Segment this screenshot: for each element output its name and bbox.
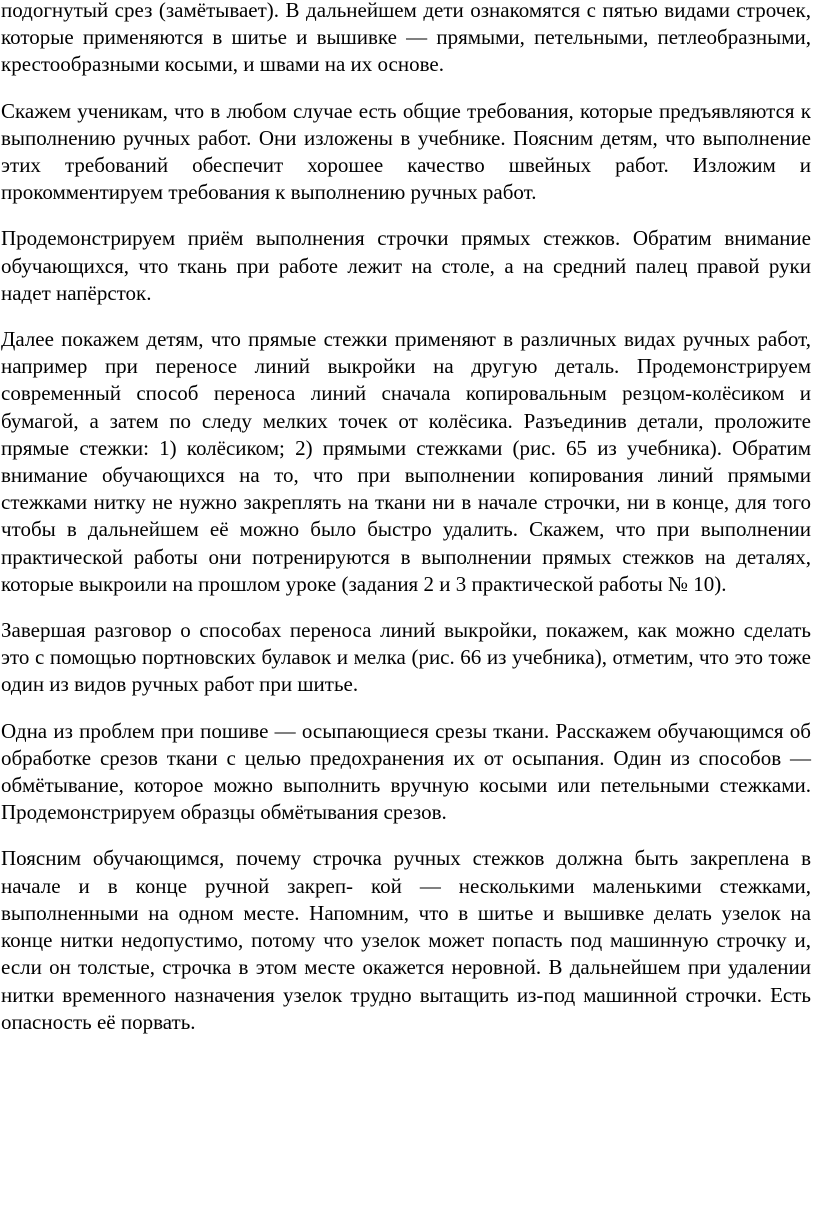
paragraph-transfer-lines: Далее покажем детям, что прямые стежки применяют в различных видах ручных работ, например при переносе линий выкройки на другую деталь. Продемонстрируем современный способ переноса линий сначала копировальным резцом-колёсиком и бумагой, а затем по следу мелких точек от колёсика. Разъединив детали, проложите прямые стежки: 1) колёсиком; 2) прямыми стежками (рис. 65 из учебника). Обратим внимание обучающихся на то, что при выполнении копирования линий прямыми стежками нитку не нужно закреплять на ткани ни в начале строчки, ни в конце, для того чтобы в дальнейшем её можно было быстро удалить. Скажем, что при выполнении практической работы они потренируются в выполнении прямых стежков на деталях, которые выкроили на прошлом уроке (задания 2 и 3 практической работы № 10). [1, 327, 811, 596]
paragraph-pins-and-chalk: Завершая разговор о способах переноса линий выкройки, покажем, как можно сделать это с помощью портновских булавок и мелка (рис. 66 из учебника), отметим, что это тоже один из видов ручных работ при шитье. [1, 618, 811, 697]
paragraph-securing-stitches: Поясним обучающимся, почему строчка ручных стежков должна быть закреплена в начале и в конце ручной закреп- кой — несколькими маленькими стежками, выполненными на одном месте. Напомним, что в шитье и вышивке делать узелок на конце нитки недопустимо, потому что узелок может попасть под машинную строчку и, если он толстые, строчка в этом месте окажется неровной. В дальнейшем при удалении нитки временного назначения узелок трудно вытащить из-под машинной строчки. Есть опасность её порвать. [1, 846, 811, 1034]
paragraph-running-stitch-demo: Продемонстрируем приём выполнения строчки прямых стежков. Обратим внимание обучающихся, что ткань при работе лежит на столе, а на средний палец правой руки надет напёрсток. [1, 226, 811, 305]
paragraph-overcasting-intro: подогнутый срез (замётывает). В дальнейшем дети ознакомятся с пятью видами строчек, которые применяются в шитье и вышивке — прямыми, петельными, петлеобразными, крестообразными косыми, и швами на их основе. [1, 0, 811, 77]
paragraph-fraying-edges: Одна из проблем при пошиве — осыпающиеся срезы ткани. Расскажем обучающимся об обработке срезов ткани с целью предохранения их от осыпания. Один из способов — обмётывание, которое можно выполнить вручную косыми или петельными стежками. Продемонстрируем образцы обмётывания срезов. [1, 718, 811, 825]
paragraph-general-requirements: Скажем ученикам, что в любом случае есть общие требования, которые предъявляются к выполнению ручных работ. Они изложены в учебнике. Поясним детям, что выполнение этих требований обеспечит хорошее качество швейных работ. Изложим и прокомментируем требования к выполнению ручных работ. [1, 98, 811, 205]
